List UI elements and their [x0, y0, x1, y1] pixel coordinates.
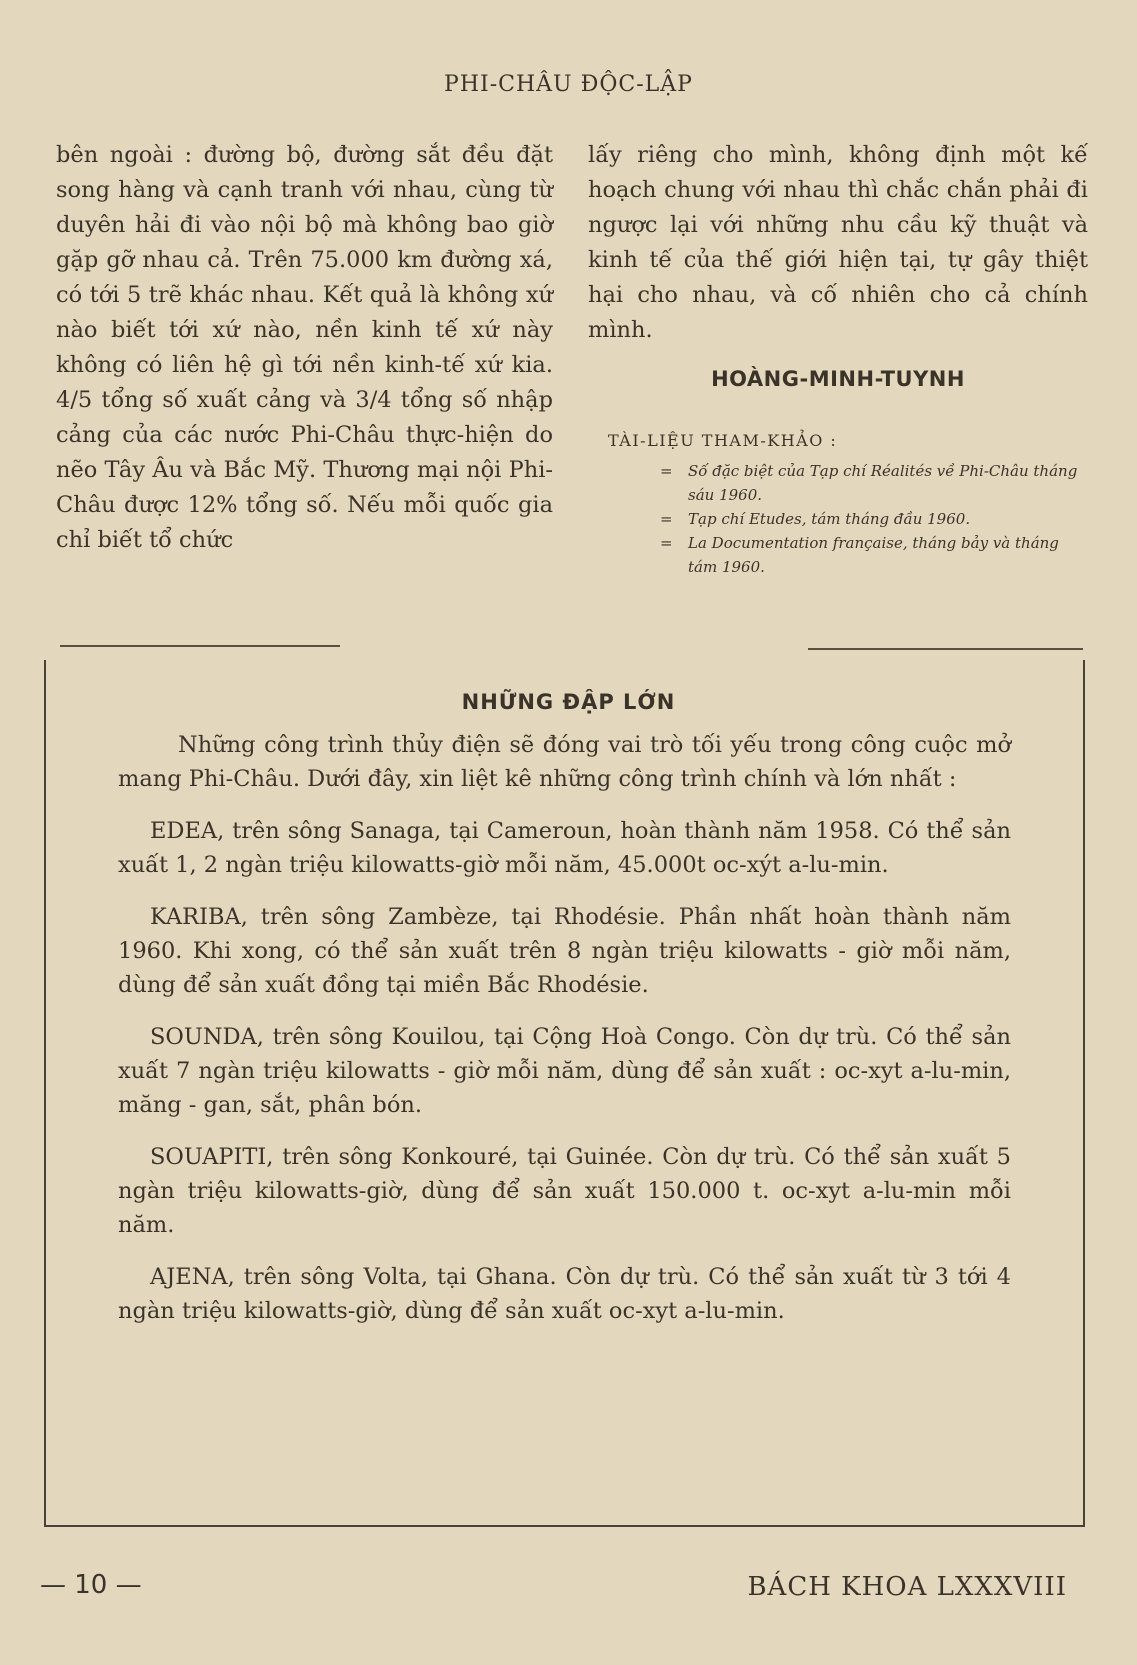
author-name: HOÀNG-MINH-TUYNH	[711, 367, 965, 391]
left-column	[56, 138, 553, 558]
reference-dash: =	[660, 534, 673, 552]
dam-entry: KARIBA, trên sông Zambèze, tại Rhodésie. Phần nhất hoàn thành năm 1960. Khi xong, có thể sản xuất trên 8 ngàn triệu kilowatts - giờ mỗi năm, dùng để sản xuất đồng tại miền Bắc Rhodésie.	[118, 904, 1011, 998]
right-column-text: lấy riêng cho mình, không định một kế hoạch chung với nhau thì chắc chắn phải đi ngược lại với những nhu cầu kỹ thuật và kinh tế của thế giới hiện tại, tự gây thiệt hại cho nhau, và cố nhiên cho cả chính mình.	[588, 142, 1088, 343]
reference-text: Tạp chí Etudes, tám tháng đầu 1960.	[688, 510, 971, 528]
dam-entry: AJENA, trên sông Volta, tại Ghana. Còn dự trù. Có thể sản xuất từ 3 tới 4 ngàn triệu kilowatts-giờ, dùng để sản xuất oc-xyt a-lu-min.	[118, 1264, 1011, 1324]
sidebar-intro: Những công trình thủy điện sẽ đóng vai trò tối yếu trong công cuộc mở mang Phi-Châu. Dưới đây, xin liệt kê những công trình chính và lớn nhất :	[118, 732, 1011, 792]
reference-text: Số đặc biệt của Tạp chí Réalités về Phi-Châu tháng sáu 1960.	[688, 462, 1078, 504]
reference-dash: =	[660, 510, 673, 528]
reference-text: La Documentation française, tháng bảy và tháng tám 1960.	[688, 534, 1059, 576]
sidebar-title: NHỮNG ĐẬP LỚN	[461, 690, 676, 714]
divider-rule	[60, 645, 340, 647]
divider-rule	[808, 648, 1083, 650]
left-column-text: bên ngoài : đường bộ, đường sắt đều đặt song hàng và cạnh tranh với nhau, cùng từ duyên hải đi vào nội bộ mà không bao giờ gặp gỡ nhau cả. Trên 75.000 km đường xá, có tới 5 trẽ khác nhau. Kết quả là không xứ nào biết tới xứ nào, nền kinh tế xứ này không có liên hệ gì tới nền kinh-tế xứ kia. 4/5 tổng số xuất cảng và 3/4 tổng số nhập cảng của các nước Phi-Châu thực-hiện do nẽo Tây Âu và Bắc Mỹ. Thương mại nội Phi-Châu được 12% tổng số. Nếu mỗi quốc gia chỉ biết tổ chức	[56, 142, 553, 553]
sidebar-body	[118, 728, 1011, 1346]
reference-dash: =	[660, 462, 673, 480]
reference-item	[660, 531, 1088, 579]
reference-item	[660, 507, 1088, 531]
page-number: — 10 —	[40, 1570, 142, 1600]
dam-entry: SOUNDA, trên sông Kouilou, tại Cộng Hoà Congo. Còn dự trù. Có thể sản xuất 7 ngàn triệu kilowatts - giờ mỗi năm, dùng để sản xuất : oc-xyt a-lu-min, măng - gan, sắt, phân bón.	[118, 1024, 1011, 1118]
right-column	[588, 138, 1088, 579]
running-title: PHI-CHÂU ĐỘC-LẬP	[444, 72, 693, 97]
dam-entry: SOUAPITI, trên sông Konkouré, tại Guinée. Còn dự trù. Có thể sản xuất 5 ngàn triệu kilowatts-giờ, dùng để sản xuất 150.000 t. oc-xyt a-lu-min mỗi năm.	[118, 1144, 1011, 1238]
journal-name: BÁCH KHOA LXXXVIII	[747, 1572, 1067, 1602]
references	[608, 429, 1088, 579]
dam-entry: EDEA, trên sông Sanaga, tại Cameroun, hoàn thành năm 1958. Có thể sản xuất 1, 2 ngàn triệu kilowatts-giờ mỗi năm, 45.000t oc-xýt a-lu-min.	[118, 818, 1011, 878]
reference-item	[660, 459, 1088, 507]
references-title: TÀI-LIỆU THAM-KHẢO :	[608, 431, 838, 450]
